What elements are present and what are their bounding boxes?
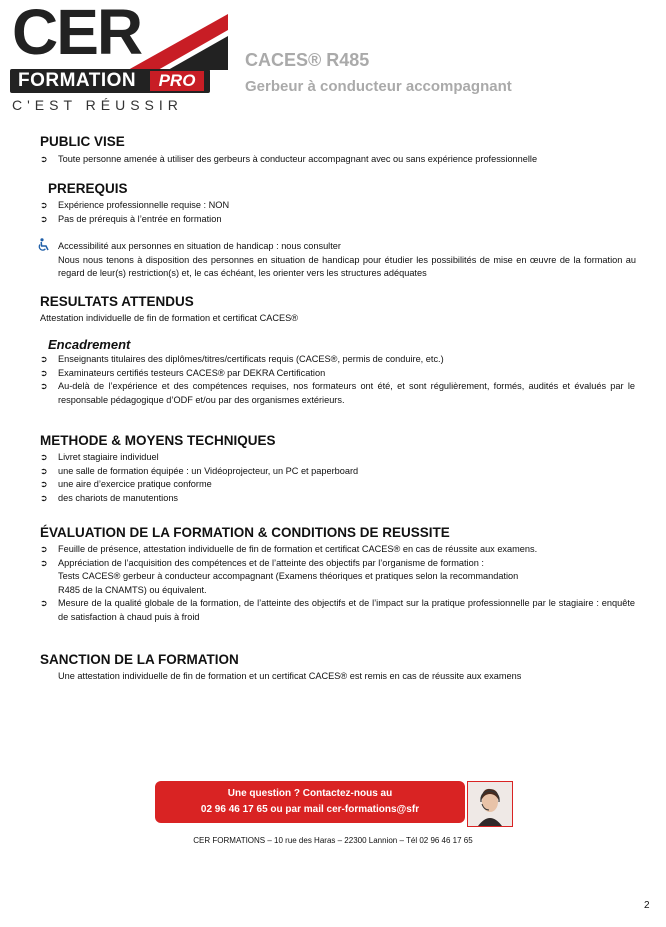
contact-banner[interactable] (155, 781, 465, 823)
public-list (40, 153, 635, 167)
logo-cer: CER (12, 0, 142, 68)
logo-pro: PRO (150, 71, 204, 91)
list-item: ➲ Au-delà de l’expérience et des compétences requises, nos formateurs ont été, et sont régulièrement, formés, audités et évalués par le responsable pédagogique d’ODF et/ou par des organismes extérieurs. (40, 381, 635, 405)
list-item: ➲ Enseignants titulaires des diplômes/titres/certificats requis (CACES®, permis de conduire, etc.) (40, 353, 635, 367)
arrow-bullet-icon: ➲ (40, 598, 48, 608)
document-subtitle: Gerbeur à conducteur accompagnant (245, 78, 512, 95)
arrow-bullet-icon: ➲ (40, 154, 48, 164)
support-agent-photo (467, 781, 513, 827)
list-item: ➲ Feuille de présence, attestation individuelle de fin de formation et certificat CACES® en cas de réussite aux examens. (40, 543, 635, 557)
encadrement-list (40, 353, 635, 407)
prerequis-list (40, 199, 635, 226)
list-item: ➲ Pas de prérequis à l’entrée en formation (40, 213, 635, 227)
list-item: ➲ Toute personne amenée à utiliser des gerbeurs à conducteur accompagnant avec ou sans expérience professionnelle (40, 153, 635, 167)
accessibility-text: Accessibilité aux personnes en situation de handicap : nous consulter Nous nous tenons à disposition des personnes en situation de handicap pour étudier les possibilités de mise en œuvre de la formation au regard de leur(s) restriction(s) et, le cas échéant, les orienter vers les structures adéquates (58, 241, 636, 278)
document-title: CACES® R485 (245, 50, 370, 70)
evaluation-list (40, 543, 635, 624)
arrow-bullet-icon: ➲ (40, 492, 48, 503)
section-heading-encadrement: Encadrement (48, 337, 131, 352)
contact-line-2[interactable]: 02 96 46 17 65 ou par mail cer-formations@sfr (200, 804, 420, 815)
logo-formation: FORMATION (18, 70, 137, 91)
section-heading-methode: METHODE & MOYENS TECHNIQUES (40, 433, 276, 448)
arrow-bullet-icon: ➲ (40, 479, 48, 489)
list-item: ➲ Appréciation de l’acquisition des compétences et de l’atteinte des objectifs par l’organisme de formation : Tests CACES® gerbeur à conducteur accompagnant (Examens théoriques et pratiques selon la recommandation R485 de la CNAMTS) ou équivalent. (40, 557, 519, 595)
logo-wedge-icon (128, 14, 228, 70)
arrow-bullet-icon: ➲ (40, 200, 48, 210)
page-number: 2 (644, 900, 650, 911)
section-heading-resultats: RESULTATS ATTENDUS (40, 294, 194, 309)
list-item: ➲ une aire d’exercice pratique conforme (40, 478, 635, 492)
arrow-bullet-icon: ➲ (40, 452, 48, 462)
arrow-bullet-icon: ➲ (40, 557, 48, 568)
list-item: ➲ Mesure de la qualité globale de la formation, de l’atteinte des objectifs et de l’impact sur la pratique professionnelle par le stagiaire : enquête de satisfaction à chaud puis à froid (40, 598, 635, 622)
arrow-bullet-icon: ➲ (40, 354, 48, 364)
logo-tagline: C'EST RÉUSSIR (12, 97, 183, 113)
section-heading-sanction: SANCTION DE LA FORMATION (40, 652, 239, 667)
arrow-bullet-icon: ➲ (40, 367, 48, 378)
arrow-bullet-icon: ➲ (40, 465, 48, 476)
logo (10, 0, 235, 113)
sanction-text: Une attestation individuelle de fin de formation et un certificat CACES® est remis en cas de réussite aux examens (58, 671, 522, 681)
list-item: ➲ Livret stagiaire individuel (40, 451, 635, 465)
list-item: ➲ une salle de formation équipée : un Vidéoprojecteur, un PC et paperboard (40, 465, 635, 479)
section-heading-public: PUBLIC VISE (40, 134, 125, 149)
footer-address: CER FORMATIONS – 10 rue des Haras – 22300 Lannion – Tél 02 96 46 17 65 (193, 836, 473, 845)
wheelchair-icon (37, 238, 50, 252)
list-item: ➲ des chariots de manutentions (40, 492, 635, 506)
resultats-text: Attestation individuelle de fin de formation et certificat CACES® (40, 313, 299, 323)
arrow-bullet-icon: ➲ (40, 381, 48, 391)
section-heading-prerequis: PREREQUIS (48, 181, 128, 196)
headset-agent-icon (468, 782, 512, 826)
contact-line-1: Une question ? Contactez-nous au (227, 788, 393, 799)
section-heading-evaluation: ÉVALUATION DE LA FORMATION & CONDITIONS DE REUSSITE (40, 525, 450, 540)
methode-list (40, 451, 635, 505)
arrow-bullet-icon: ➲ (40, 544, 48, 554)
list-item: ➲ Examinateurs certifiés testeurs CACES® par DEKRA Certification (40, 367, 635, 381)
arrow-bullet-icon: ➲ (40, 213, 48, 224)
list-item: ➲ Expérience professionnelle requise : NON (40, 199, 635, 213)
